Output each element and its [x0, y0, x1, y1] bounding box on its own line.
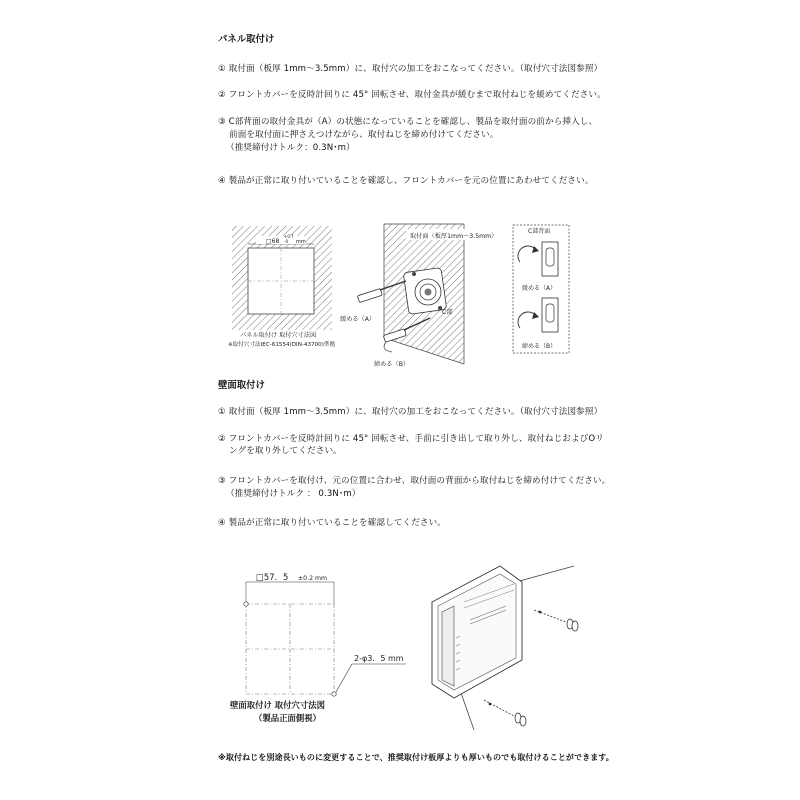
panel-heading: パネル取付け	[218, 34, 275, 45]
c-part-label-a: 緩める（A）	[522, 285, 557, 292]
wall-hole-dim: □57．5	[256, 572, 289, 582]
device-body	[403, 268, 446, 315]
panel-step-3-line3: （推奨締付けトルク：0.3N･m）	[226, 143, 355, 153]
panel-step-2: ② フロントカバーを反時計回りに 45° 回転させ、取付金具が緩むまで取付ねじを緩めてください。	[218, 90, 606, 100]
wall-hole-dim-tol: ±0.2 mm	[298, 575, 328, 582]
wall-mount-figure	[424, 560, 584, 730]
wall-hole-spec: 2-φ3．5 mm	[354, 654, 404, 663]
panel-cutout-caption: パネル取付け 取付穴寸法図	[240, 332, 317, 339]
panel-cutout-note: ※取付穴寸法IEC-61554(DIN-43700)準拠	[228, 342, 336, 348]
c-part-label-b: 締める（B）	[522, 343, 557, 350]
wall-device-body	[432, 566, 522, 698]
wall-note: ※取付ねじを別途長いものに変更することで、推奨取付け板厚よりも厚いものでも取付けることができます。	[218, 753, 614, 762]
wall-hole-caption-sub: （製品正面側視）	[254, 713, 321, 723]
wall-step-3-line1: ③ フロントカバーを取付け、元の位置に合わせ、取付面の背面から取付ねじを締め付けてください。	[218, 476, 611, 486]
tighten-b-label: 締める（B）	[374, 361, 410, 368]
wall-step-2-line1: ② フロントカバーを反時計回りに 45° 回転させ、手前に引き出して取り外し、取付ねじおよびOリ	[218, 434, 604, 444]
panel-step-3-line1: ③ C部背面の取付金具が（A）の状態になっていることを確認し、製品を取付面の前から挿入し、	[218, 117, 598, 127]
wall-hole-grid	[246, 604, 334, 694]
wall-screw-upper-icon	[534, 610, 578, 631]
wall-screw-lower-icon	[484, 700, 526, 726]
wall-hole-1	[244, 602, 248, 606]
wall-step-4: ④ 製品が正常に取り付いていることを確認してください。	[218, 518, 446, 528]
wall-hole-figure	[220, 568, 420, 728]
c-part-rear-figure	[512, 224, 572, 354]
wall-step-1: ① 取付面（板厚 1mm～3.5mm）に、取付穴の加工をおこなってください。（取付穴寸法図参照）	[218, 407, 603, 417]
panel-cutout-figure	[226, 222, 346, 362]
wall-hole-2	[332, 692, 336, 696]
panel-cutout-dim-tol-1: +0.7	[284, 234, 294, 239]
panel-step-4: ④ 製品が正常に取り付いていることを確認し、フロントカバーを元の位置にあわせてください。	[218, 176, 594, 186]
wall-step-3-line2: （推奨締付けトルク ： 0.3N･m）	[226, 489, 361, 499]
mount-surface-label: 取付面（板厚1mm～3.5mm）	[410, 233, 498, 240]
panel-step-1: ① 取付面（板厚 1mm～3.5mm）に、取付穴の加工をおこなってください。（取付穴寸法図参照）	[218, 64, 603, 74]
wall-hole-caption: 壁面取付け 取付穴寸法図	[230, 700, 326, 710]
panel-step-3-line2: 前面を取付面に押さえつけながら、取付ねじを締め付けてください。	[229, 130, 499, 140]
panel-cutout-dim-unit: mm	[296, 239, 306, 245]
wall-step-2-line2: ングを取り外してください。	[229, 446, 342, 456]
wall-heading: 壁面取付け	[218, 380, 265, 391]
panel-cutout-dim-tol-2: -0	[284, 239, 288, 244]
panel-mount-figure	[340, 218, 508, 378]
c-part-rear-title: C部背面	[528, 228, 551, 235]
panel-cutout-dim: □68	[266, 238, 280, 245]
tighten-a-label: 緩める（A）	[340, 316, 376, 323]
c-part-label: C部	[442, 309, 453, 316]
